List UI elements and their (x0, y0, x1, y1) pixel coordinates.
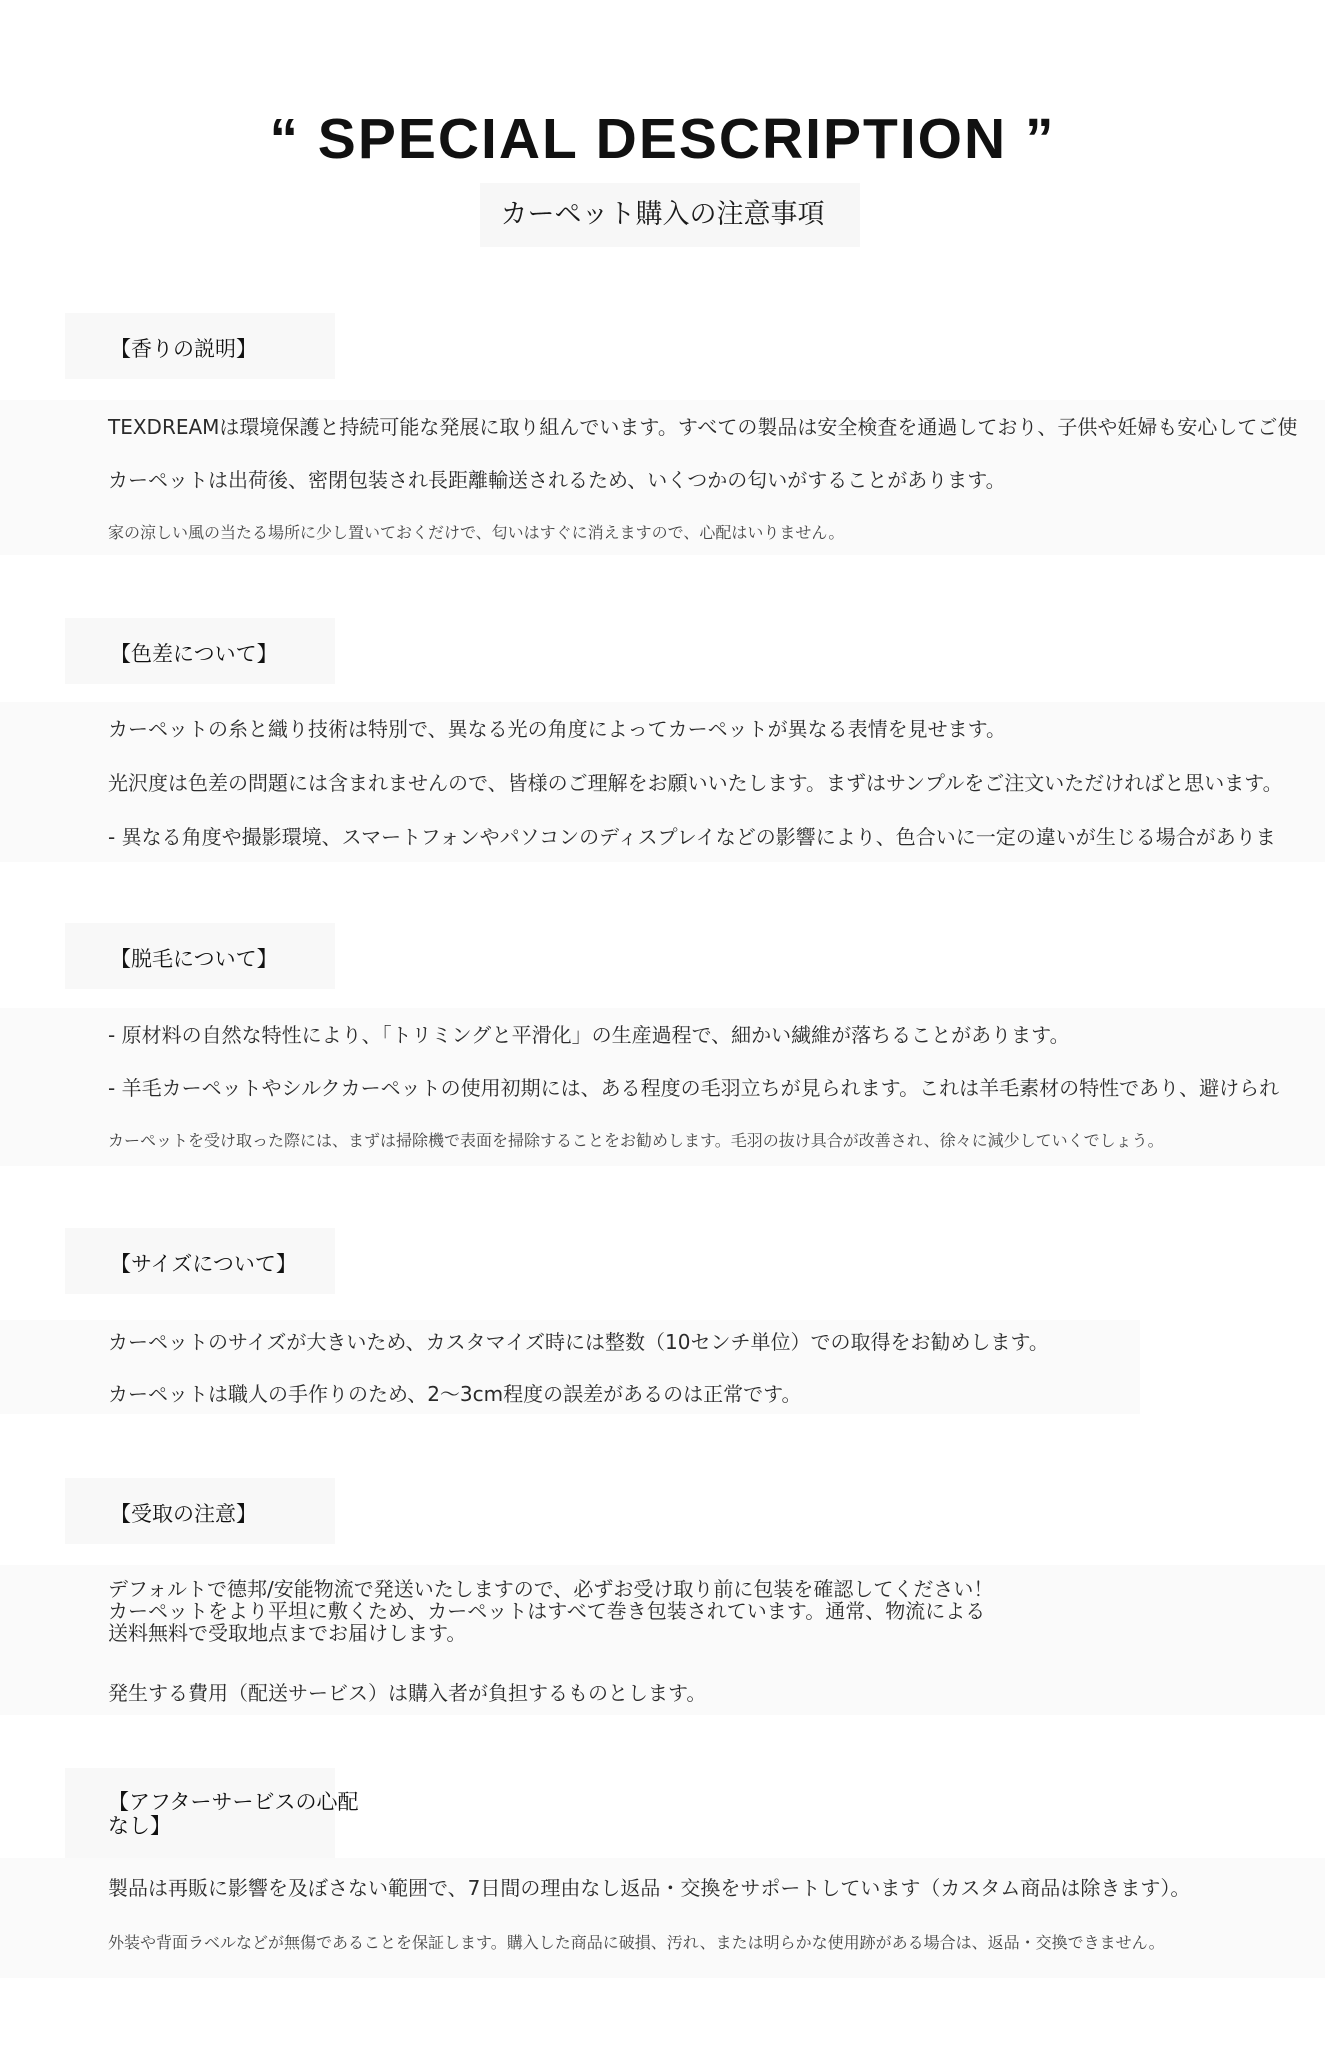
section-heading: 【香りの説明】 (110, 337, 257, 361)
section-text-line: - 羊毛カーペットやシルクカーペットの使用初期には、ある程度の毛羽立ちが見られます。これは羊毛素材の特性であり、避けられ (108, 1076, 1280, 1100)
section-text-paragraph: デフォルトで德邦/安能物流で発送いたしますので、必ずお受け取り前に包装を確認してください！ カーペットをより平坦に敷くため、カーペットはすべて巻き包装されています。通常、物流による送料無料で受取地点までお届けします。 (108, 1577, 994, 1645)
section-text-line: 光沢度は色差の問題には含まれませんので、皆様のご理解をお願いいたします。まずはサンプルをご注文いただければと思います。 (108, 771, 1283, 795)
section-text-line: カーペットの糸と織り技術は特別で、異なる光の角度によってカーペットが異なる表情を見せます。 (108, 717, 1006, 741)
section-note-line: 外装や背面ラベルなどが無傷であることを保証します。購入した商品に破損、汚れ、または明らかな使用跡がある場合は、返品・交換できません。 (108, 1933, 1165, 1952)
section-text-line: - 異なる角度や撮影環境、スマートフォンやパソコンのディスプレイなどの影響により、色合いに一定の違いが生じる場合がありま (108, 825, 1276, 849)
section-text-line: TEXDREAMは環境保護と持続可能な発展に取り組んでいます。すべての製品は安全検査を通過しており、子供や妊婦も安心してご使 (108, 415, 1298, 439)
section-heading: 【色差について】 (110, 642, 278, 666)
section-text-line: 発生する費用（配送サービス）は購入者が負担するものとします。 (108, 1681, 707, 1705)
section-note-line: カーペットを受け取った際には、まずは掃除機で表面を掃除することをお勧めします。毛羽の抜け具合が改善され、徐々に減少していくでしょう。 (108, 1131, 1164, 1150)
section-text-line: カーペットのサイズが大きいため、カスタマイズ時には整数（10センチ単位）での取得をお勧めします。 (108, 1330, 1049, 1354)
section-text-line: 製品は再販に影響を及ぼさない範囲で、7日間の理由なし返品・交換をサポートしています（カスタム商品は除きます）。 (108, 1876, 1191, 1900)
section-heading: 【サイズについて】 (110, 1252, 297, 1276)
section-heading: 【受取の注意】 (110, 1502, 257, 1526)
section-heading: 【アフターサービスの心配なし】 (108, 1790, 359, 1838)
page-subtitle: カーペット購入の注意事項 (500, 199, 825, 230)
section-heading: 【脱毛について】 (110, 947, 278, 971)
section-text-line: カーペットは職人の手作りのため、2〜3cm程度の誤差があるのは正常です。 (108, 1382, 802, 1406)
section-note-line: 家の涼しい風の当たる場所に少し置いておくだけで、匂いはすぐに消えますので、心配はいりません。 (108, 523, 845, 542)
section-text-line: - 原材料の自然な特性により、「トリミングと平滑化」の生産過程で、細かい繊維が落ちることがあります。 (108, 1023, 1070, 1047)
page-title: “ SPECIAL DESCRIPTION ” (269, 107, 1056, 171)
section-text-line: カーペットは出荷後、密閉包装され長距離輸送されるため、いくつかの匂いがすることがあります。 (108, 468, 1006, 492)
